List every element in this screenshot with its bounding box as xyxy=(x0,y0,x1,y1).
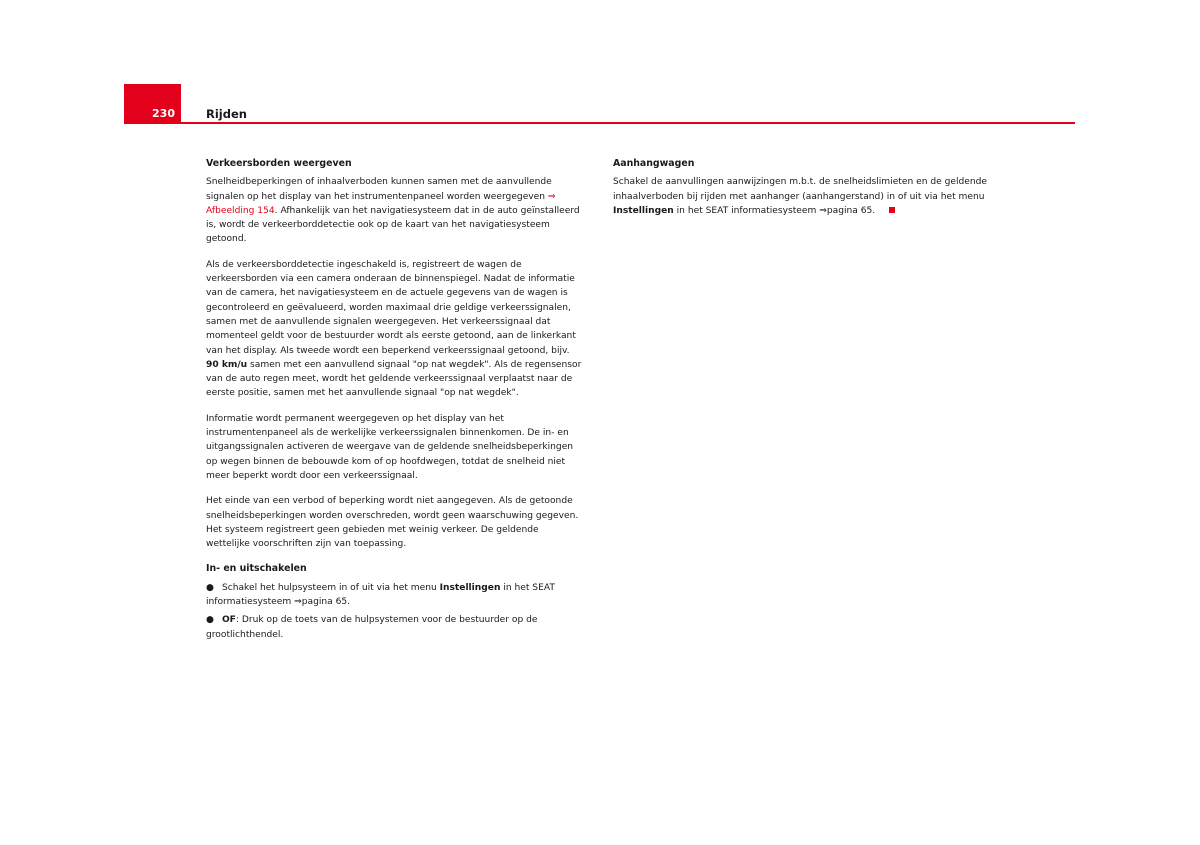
bullet1-text-a: Schakel het hulpsysteem in of uit via het menu xyxy=(221,582,440,593)
section-title-verkeersborden: Verkeersborden weergeven xyxy=(206,158,352,169)
paragraph-trailer xyxy=(613,175,1003,218)
figure-link[interactable]: ⇒ Afbeelding 154 xyxy=(206,191,556,216)
menu-name-instellingen: Instellingen xyxy=(613,205,674,216)
menu-name-instellingen: Instellingen xyxy=(439,582,501,593)
page-number: 230 xyxy=(152,107,175,120)
paragraph-detection xyxy=(206,258,584,401)
speed-value: 90 km/u xyxy=(206,359,248,370)
bullet-icon: ● xyxy=(206,615,214,626)
paragraph-trailer-text-a: Schakel de aanvullingen aanwijzingen m.b.t. de snelheidslimieten en de geldende inhaalverboden bij rijden met aanhanger (aanhangerstand) in of uit via het menu xyxy=(613,177,988,202)
paragraph-intro-text-a: Snelheidbeperkingen of inhaalverboden kunnen samen met de aanvullende signalen op het display van het instrumentenpaneel worden weergegeven xyxy=(206,177,552,202)
paragraph-trailer-text-b: in het SEAT informatiesysteem ⇒pagina 65. xyxy=(673,205,876,216)
bullet-icon: ● xyxy=(206,582,214,593)
section-title-aanhangwagen: Aanhangwagen xyxy=(613,158,695,169)
list-item xyxy=(206,581,584,610)
list-item xyxy=(206,613,584,642)
paragraph-detection-text-b: samen met een aanvullend signaal "op nat wegdek". Als de regensensor van de auto regen meet, wordt het geldende verkeerssignaal verplaatst naar de eerste positie, samen met het aanvullende signaal "op nat wegdek". xyxy=(206,359,582,399)
paragraph-information: Informatie wordt permanent weergegeven op het display van het instrumentenpaneel als de werkelijke verkeerssignalen binnenkomen. De in- en uitgangssignalen activeren de weergave van de geldende snelheidsbeperkingen op wegen binnen de bebouwde kom of op hoofdwegen, totdat de snelheid niet meer beperkt wordt door een verkeerssignaal. xyxy=(206,413,574,481)
bullet1-text-b: in het SEAT informatiesysteem ⇒pagina 65. xyxy=(206,582,555,608)
bullet2-or-label: OF xyxy=(221,615,236,626)
page-number-box xyxy=(124,84,181,123)
chapter-title: Rijden xyxy=(206,107,247,121)
left-column xyxy=(206,157,584,646)
paragraph-end-of-restriction: Het einde van een verbod of beperking wordt niet aangegeven. Als de getoonde snelheidsbeperkingen worden overschreden, wordt geen waarschuwing gegeven. Het systeem registreert geen gebieden met weinig verkeer. De geldende wettelijke voorschriften zijn van toepassing. xyxy=(206,496,579,550)
paragraph-intro-text-b: . Afhankelijk van het navigatiesysteem dat in de auto geïnstalleerd is, wordt de verkeerborddetectie ook op de kaart van het navigatiesysteem getoond. xyxy=(206,205,580,245)
end-of-section-icon xyxy=(889,207,895,213)
right-column xyxy=(613,157,1003,229)
header-rule xyxy=(124,122,1075,124)
bullet2-text: : Druk op de toets van de hulpsystemen voor de bestuurder op de grootlichthendel. xyxy=(206,615,538,640)
subsection-title-on-off: In- en uitschakelen xyxy=(206,563,307,575)
paragraph-detection-text-a: Als de verkeersborddetectie ingeschakeld is, registreert de wagen de verkeersborden via een camera onderaan de binnenspiegel. Nadat de informatie van de camera, het navigatiesysteem en de actuele gegevens van de wagen is gecontroleerd en geëvalueerd, worden maximaal drie geldige verkeerssignalen, samen met de aanvullende signalen weergegeven. Het verkeerssignaal dat momenteel geldt voor de bestuurder wordt als eerste getoond, aan de linkerkant van het display. Als tweede wordt een beperkend verkeerssignaal getoond, bijv. xyxy=(206,259,576,356)
paragraph-intro xyxy=(206,175,584,246)
bullet-list xyxy=(206,581,584,642)
